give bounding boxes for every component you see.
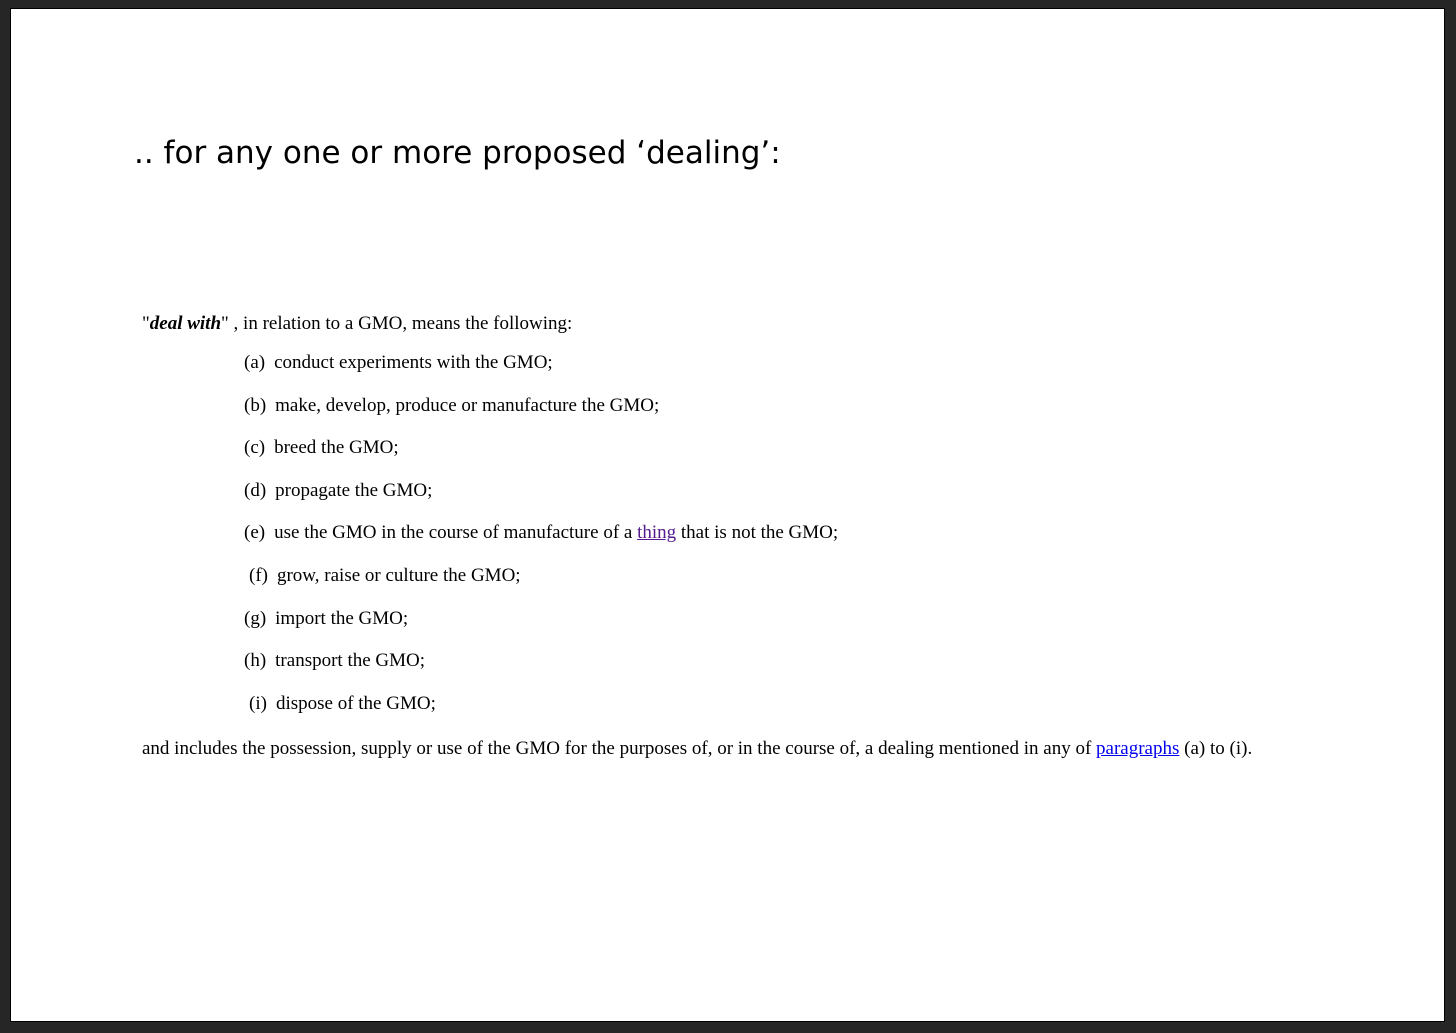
- list-item-i: [244, 691, 838, 734]
- item-text: breed the GMO;: [274, 437, 399, 459]
- closing-line: [142, 736, 1252, 762]
- item-marker: (b): [244, 394, 267, 416]
- item-text: transport the GMO;: [275, 650, 426, 672]
- item-text: conduct experiments with the GMO;: [274, 352, 553, 373]
- term-open-quote: ": [142, 313, 150, 334]
- item-marker: (e): [244, 522, 266, 544]
- document-page: [10, 8, 1445, 1022]
- item-marker: (f): [249, 564, 268, 586]
- list-item-c: [244, 435, 838, 478]
- list-item-b: [244, 393, 838, 436]
- item-marker: (h): [244, 650, 267, 672]
- item-marker: (g): [244, 607, 267, 629]
- list-item-f: [244, 563, 838, 606]
- item-text-before: use the GMO in the course of manufacture of a: [274, 522, 638, 544]
- definition-intro-text: , in relation to a GMO, means the following:: [228, 313, 573, 334]
- item-marker: (a): [244, 352, 266, 373]
- item-text: make, develop, produce or manufacture the GMO;: [275, 394, 660, 416]
- item-text: propagate the GMO;: [275, 479, 433, 501]
- list-item-e: [244, 520, 838, 563]
- definition-line: [142, 311, 572, 337]
- list-item-g: [244, 606, 838, 649]
- thing-link[interactable]: thing: [637, 522, 677, 544]
- list-item-a: [244, 350, 838, 393]
- item-text: dispose of the GMO;: [275, 692, 436, 714]
- closing-text-after: (a) to (i).: [1179, 738, 1253, 759]
- defined-term: deal with: [149, 313, 222, 334]
- item-marker: (i): [249, 692, 267, 714]
- item-text-after: that is not the GMO;: [676, 522, 839, 544]
- closing-text-before: and includes the possession, supply or use of the GMO for the purposes of, or in the course of, a dealing mentioned in any of: [142, 738, 1097, 759]
- dealing-list: [244, 350, 838, 733]
- paragraphs-link[interactable]: paragraphs: [1096, 738, 1180, 759]
- list-item-d: [244, 478, 838, 521]
- item-text: import the GMO;: [275, 607, 409, 629]
- term-close-quote: ": [221, 313, 229, 334]
- item-marker: (d): [244, 479, 267, 501]
- list-item-h: [244, 648, 838, 691]
- item-text: grow, raise or culture the GMO;: [276, 564, 521, 586]
- item-marker: (c): [244, 437, 266, 459]
- slide-heading: .. for any one or more proposed ‘dealing’:: [134, 135, 781, 171]
